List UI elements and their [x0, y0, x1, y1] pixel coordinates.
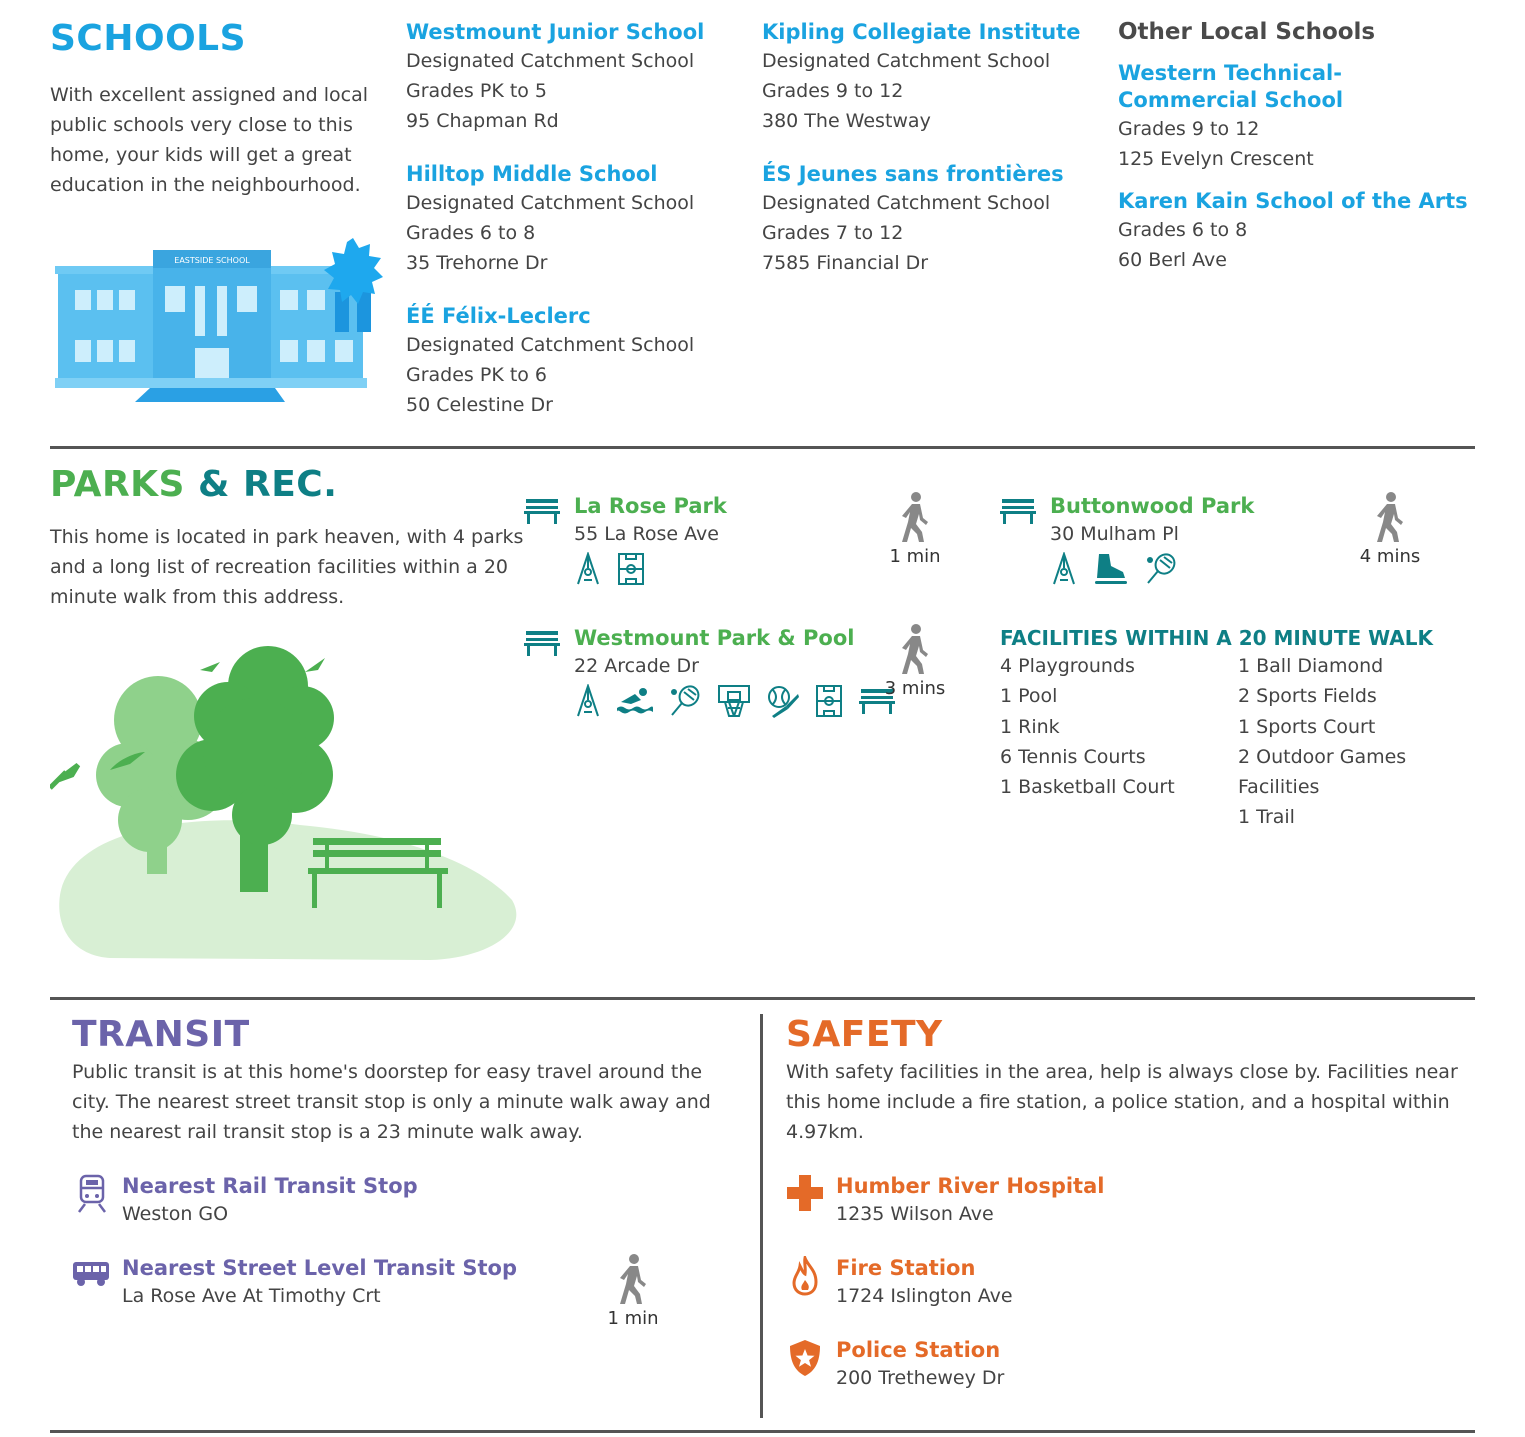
safety-item-address: 1235 Wilson Ave: [836, 1203, 994, 1225]
other-schools-heading: Other Local Schools: [1118, 19, 1376, 45]
playground-icon: [574, 684, 602, 718]
park-address: 22 Arcade Dr: [574, 655, 699, 677]
safety-item-name[interactable]: Humber River Hospital: [836, 1174, 1105, 1198]
school-name[interactable]: Hilltop Middle School: [406, 162, 658, 186]
school-grades: Grades 9 to 12: [1118, 118, 1260, 140]
school-name[interactable]: ÉÉ Félix-Leclerc: [406, 304, 591, 328]
parks-heading-part-2: & REC.: [198, 464, 338, 505]
facility-item: 1 Trail: [1238, 806, 1295, 829]
school-type: Designated Catchment School: [762, 192, 1051, 214]
safety-item-address: 1724 Islington Ave: [836, 1285, 1013, 1307]
school-type: Designated Catchment School: [406, 192, 695, 214]
park-name[interactable]: La Rose Park: [574, 494, 727, 518]
parks-heading: [50, 464, 337, 505]
school-name-line1[interactable]: Western Technical-: [1118, 61, 1342, 85]
safety-heading: SAFETY: [786, 1014, 943, 1055]
other-schools-column: [1118, 16, 1498, 275]
school-type: Designated Catchment School: [762, 50, 1051, 72]
school-address: 95 Chapman Rd: [406, 110, 559, 132]
school-address: 125 Evelyn Crescent: [1118, 148, 1314, 170]
school-type: Designated Catchment School: [406, 50, 695, 72]
playground-icon: [1050, 552, 1078, 586]
skate-icon: [1093, 552, 1129, 586]
section-divider: [50, 1430, 1475, 1433]
walking-person-icon: [616, 1254, 650, 1306]
school-address: 60 Berl Ave: [1118, 249, 1227, 271]
safety-intro: With safety facilities in the area, help is always close by. Facilities near this home include a fire station, a police station, and a hospital within 4.97km.: [786, 1061, 1458, 1143]
hospital-cross-icon: [786, 1174, 824, 1212]
school-address: 35 Trehorne Dr: [406, 252, 548, 274]
walking-person-icon: [1373, 492, 1407, 544]
soccer-field-icon: [617, 552, 645, 586]
school-grades: Grades PK to 5: [406, 80, 548, 102]
walk-time: [1350, 492, 1430, 567]
walk-time: [875, 624, 955, 699]
park-facility-icons: [574, 684, 894, 718]
school-grades: Grades 6 to 8: [406, 222, 536, 244]
school-column-2: [762, 18, 1102, 278]
school-grades: Grades 9 to 12: [762, 80, 904, 102]
section-divider: [50, 446, 1475, 449]
school-name[interactable]: Karen Kain School of the Arts: [1118, 189, 1468, 213]
street-stop-value[interactable]: La Rose Ave At Timothy Crt: [122, 1285, 381, 1307]
walking-person-icon: [898, 624, 932, 676]
facilities-heading: FACILITIES WITHIN A 20 MINUTE WALK: [1000, 626, 1433, 650]
school-name[interactable]: Westmount Junior School: [406, 20, 705, 44]
school-entry: [406, 302, 746, 420]
facility-item: 6 Tennis Courts: [1000, 745, 1146, 768]
column-divider: [760, 1014, 763, 1418]
section-divider: [50, 997, 1475, 1000]
school-name-line2[interactable]: Commercial School: [1118, 88, 1344, 112]
school-entry: [1118, 60, 1498, 188]
school-address: 380 The Westway: [762, 110, 931, 132]
walking-person-icon: [898, 492, 932, 544]
safety-item-address: 200 Trethewey Dr: [836, 1367, 1005, 1389]
park-illustration: [50, 640, 530, 970]
schools-intro: With excellent assigned and local public schools very close to this home, your kids will get a great education in the neighbourhood.: [50, 84, 369, 196]
school-name[interactable]: ÉS Jeunes sans frontières: [762, 162, 1064, 186]
walk-time-label: 1 min: [889, 546, 941, 567]
park-name[interactable]: Buttonwood Park: [1050, 494, 1255, 518]
school-entry: [406, 18, 746, 160]
police-badge-icon: [786, 1338, 824, 1378]
park-facility-icons: [574, 552, 894, 586]
school-type: Designated Catchment School: [406, 334, 695, 356]
school-grades: Grades PK to 6: [406, 364, 548, 386]
pool-icon: [617, 684, 653, 718]
train-icon: [76, 1174, 110, 1214]
flame-icon: [786, 1256, 824, 1296]
bench-icon: [1000, 496, 1036, 526]
school-entry: [762, 160, 1102, 278]
facility-item: 1 Pool: [1000, 685, 1058, 708]
walk-time-label: 4 mins: [1359, 546, 1421, 567]
facility-item: Facilities: [1238, 776, 1320, 799]
walk-time: [598, 1254, 668, 1329]
baseball-icon: [766, 684, 800, 718]
parks-heading-part-1: PARKS: [50, 464, 185, 505]
walk-time: [880, 492, 950, 567]
transit-heading: TRANSIT: [72, 1014, 250, 1055]
walk-time-label: 1 min: [607, 1308, 659, 1329]
basketball-icon: [717, 684, 751, 718]
parks-intro: This home is located in park heaven, with 4 parks and a long list of recreation facilities within a 20 minute walk from this address.: [50, 526, 524, 608]
school-building-illustration: [55, 238, 395, 408]
school-grades: Grades 7 to 12: [762, 222, 904, 244]
school-entry: [762, 18, 1102, 160]
schools-heading: SCHOOLS: [50, 18, 247, 59]
school-name[interactable]: Kipling Collegiate Institute: [762, 20, 1081, 44]
playground-icon: [574, 552, 602, 586]
facilities-column-1: [1000, 651, 1230, 802]
rail-stop-label: Nearest Rail Transit Stop: [122, 1174, 418, 1198]
school-entry: [1118, 188, 1498, 275]
facilities-column-2: [1238, 651, 1478, 833]
school-sign-text: EASTSIDE SCHOOL: [174, 256, 250, 265]
facility-item: 1 Sports Court: [1238, 715, 1376, 738]
park-address: 55 La Rose Ave: [574, 523, 719, 545]
school-entry: [406, 160, 746, 302]
tennis-icon: [1144, 552, 1178, 586]
bus-icon: [72, 1260, 110, 1288]
school-column-1: [406, 18, 746, 420]
school-grades: Grades 6 to 8: [1118, 219, 1248, 241]
safety-item-name[interactable]: Police Station: [836, 1338, 1001, 1362]
soccer-field-icon: [815, 684, 843, 718]
tennis-icon: [668, 684, 702, 718]
park-name[interactable]: Westmount Park & Pool: [574, 626, 855, 650]
rail-stop-value[interactable]: Weston GO: [122, 1203, 229, 1225]
transit-intro: Public transit is at this home's doorstep for easy travel around the city. The nearest street transit stop is only a minute walk away and the nearest rail transit stop is a 23 minute walk away.: [72, 1061, 711, 1143]
street-stop-label: Nearest Street Level Transit Stop: [122, 1256, 518, 1280]
walk-time-label: 3 mins: [884, 678, 946, 699]
facility-item: 4 Playgrounds: [1000, 655, 1135, 677]
facility-item: 2 Sports Fields: [1238, 685, 1377, 708]
facility-item: 1 Basketball Court: [1000, 776, 1175, 799]
school-address: 7585 Financial Dr: [762, 252, 929, 274]
bench-icon: [524, 496, 560, 526]
park-facility-icons: [1050, 552, 1370, 586]
safety-item-name[interactable]: Fire Station: [836, 1256, 976, 1280]
facility-item: 1 Ball Diamond: [1238, 655, 1384, 677]
facility-item: 2 Outdoor Games: [1238, 745, 1407, 768]
facility-item: 1 Rink: [1000, 715, 1060, 738]
park-address: 30 Mulham Pl: [1050, 523, 1179, 545]
school-address: 50 Celestine Dr: [406, 394, 553, 416]
bench-icon: [524, 628, 560, 658]
